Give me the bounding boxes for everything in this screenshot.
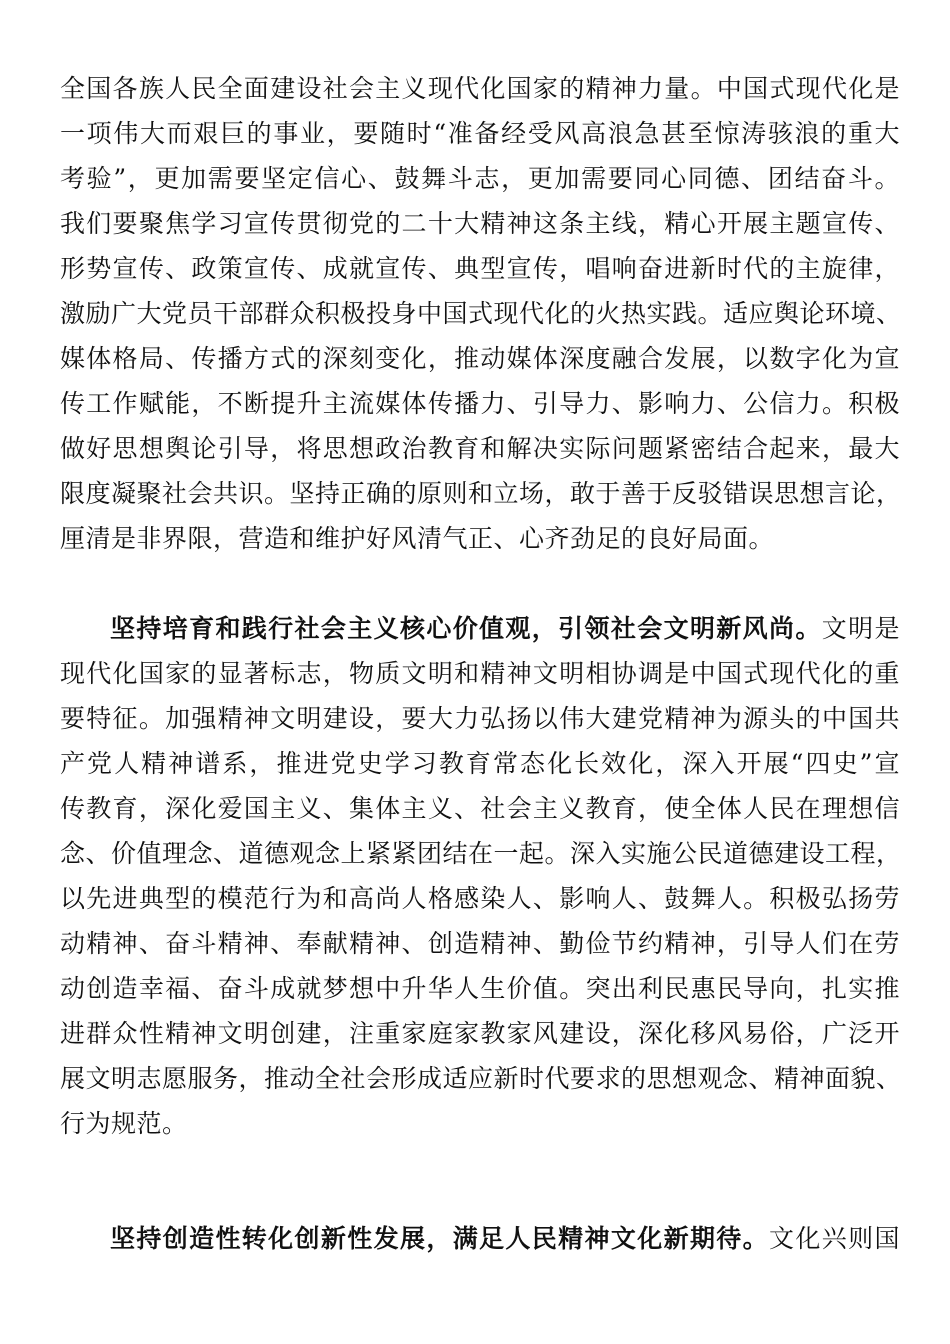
text-line: 做好思想舆论引导，将思想政治教育和解决实际问题紧密结合起来，最大 — [60, 434, 900, 463]
text-line: 以先进典型的模范行为和高尚人格感染人、影响人、鼓舞人。积极弘扬劳 — [60, 884, 900, 913]
text-line: 一项伟大而艰巨的事业，要随时“准备经受风高浪急甚至惊涛骇浪的重大 — [60, 119, 900, 148]
paragraph-3 — [60, 1216, 900, 1261]
text-line: 考验”，更加需要坚定信心、鼓舞斗志，更加需要同心同德、团结奋斗。 — [60, 164, 900, 193]
section-heading: 坚持培育和践行社会主义核心价值观，引领社会文明新风尚。 — [110, 614, 822, 643]
text-line: 展文明志愿服务，推动全社会形成适应新时代要求的思想观念、精神面貌、 — [60, 1064, 902, 1093]
text-line: 念、价值理念、道德观念上紧紧团结在一起。深入实施公民道德建设工程， — [60, 839, 902, 868]
text-line: 限度凝聚社会共识。坚持正确的原则和立场，敢于善于反驳错误思想言论， — [60, 479, 902, 508]
text-line: 传教育，深化爱国主义、集体主义、社会主义教育，使全体人民在理想信 — [60, 794, 900, 823]
section-heading: 坚持创造性转化创新性发展，满足人民精神文化新期待。 — [110, 1224, 770, 1253]
text-line: 形势宣传、政策宣传、成就宣传、典型宣传，唱响奋进新时代的主旋律， — [60, 254, 900, 283]
text-line: 行为规范。 — [60, 1109, 188, 1138]
text-line: 媒体格局、传播方式的深刻变化，推动媒体深度融合发展，以数字化为宣 — [60, 344, 900, 373]
paragraph-1 — [60, 66, 900, 561]
text-line: 传工作赋能，不断提升主流媒体传播力、引导力、影响力、公信力。积极 — [60, 389, 900, 418]
paragraph-2 — [60, 606, 900, 1146]
text-line: 现代化国家的显著标志，物质文明和精神文明相协调是中国式现代化的重 — [60, 659, 900, 688]
text-line: 动精神、奋斗精神、奉献精神、创造精神、勤俭节约精神，引导人们在劳 — [60, 929, 900, 958]
text-line: 进群众性精神文明创建，注重家庭家教家风建设，深化移风易俗，广泛开 — [60, 1019, 900, 1048]
paragraph-first-line — [60, 1216, 900, 1261]
heading-continuation: 文化兴则国 — [769, 1224, 900, 1253]
text-line: 产党人精神谱系，推进党史学习教育常态化长效化，深入开展“四史”宣 — [60, 749, 900, 778]
paragraph-first-line — [60, 606, 900, 651]
text-line: 全国各族人民全面建设社会主义现代化国家的精神力量。中国式现代化是 — [60, 74, 900, 103]
text-line: 动创造幸福、奋斗成就梦想中升华人生价值。突出利民惠民导向，扎实推 — [60, 974, 900, 1003]
text-line: 我们要聚焦学习宣传贯彻党的二十大精神这条主线，精心开展主题宣传、 — [60, 209, 900, 238]
text-line: 要特征。加强精神文明建设，要大力弘扬以伟大建党精神为源头的中国共 — [60, 704, 900, 733]
text-line: 激励广大党员干部群众积极投身中国式现代化的火热实践。适应舆论环境、 — [60, 299, 902, 328]
heading-continuation: 文明是 — [821, 614, 900, 643]
text-line: 厘清是非界限，营造和维护好风清气正、心齐劲足的良好局面。 — [60, 524, 775, 553]
